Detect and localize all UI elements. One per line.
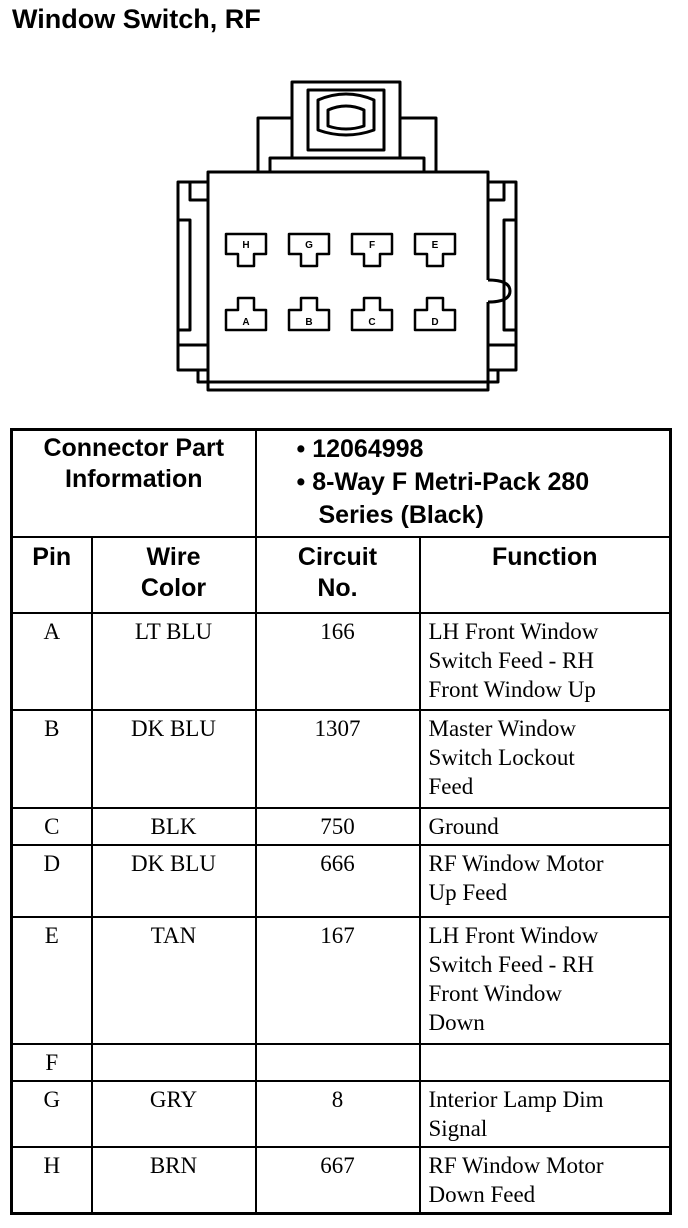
wire-color-cell: DK BLU <box>92 845 256 917</box>
pin-cell: H <box>12 1147 92 1213</box>
pin-rows <box>12 613 671 1213</box>
connector-type: • 8-Way F Metri-Pack 280 <box>296 468 590 496</box>
header-circuit-line1: Circuit <box>297 543 378 571</box>
function-line: Switch Lockout <box>428 745 575 770</box>
function-line: Master Window <box>428 716 576 741</box>
function-cell <box>420 613 671 710</box>
function-line: Switch Feed - RH <box>428 648 594 673</box>
header-circuit-line2: No. <box>317 574 358 602</box>
function-cell <box>420 1081 671 1147</box>
header-wire-line1: Wire <box>146 543 201 571</box>
header-pin-label: Pin <box>32 543 72 571</box>
wire-color-cell <box>92 1044 256 1081</box>
function-line: Ground <box>428 814 499 839</box>
table-row <box>12 917 671 1044</box>
column-header-row <box>12 537 671 613</box>
pin-label-b: B <box>305 317 313 328</box>
wire-color-cell: BRN <box>92 1147 256 1213</box>
part-info-label-line2: Information <box>65 465 203 493</box>
function-cell <box>420 845 671 917</box>
function-line: Front Window Up <box>428 677 596 702</box>
function-line: RF Window Motor <box>428 851 604 876</box>
function-cell <box>420 1044 671 1081</box>
table-row <box>12 1147 671 1213</box>
function-line: Signal <box>428 1116 488 1141</box>
function-line: RF Window Motor <box>428 1153 604 1178</box>
wire-color-cell: LT BLU <box>92 613 256 710</box>
function-cell <box>420 1147 671 1213</box>
function-cell <box>420 917 671 1044</box>
pin-label-h: H <box>242 240 250 251</box>
table-row <box>12 1081 671 1147</box>
pin-label-e: E <box>431 240 439 251</box>
function-line: Interior Lamp Dim <box>428 1087 604 1112</box>
header-wire-line2: Color <box>140 574 207 602</box>
pin-cell: D <box>12 845 92 917</box>
page-title: Window Switch, RF <box>12 4 261 34</box>
circuit-number-cell: 666 <box>256 845 420 917</box>
function-cell <box>420 710 671 808</box>
pin-cell: F <box>12 1044 92 1081</box>
function-line: Down Feed <box>428 1182 536 1207</box>
pin-cell: C <box>12 808 92 845</box>
pin-label-a: A <box>242 317 250 328</box>
header-function-label: Function <box>491 543 598 571</box>
function-line: Down <box>428 1010 485 1035</box>
pin-label-f: F <box>368 240 376 251</box>
wire-color-cell: TAN <box>92 917 256 1044</box>
circuit-number-cell: 750 <box>256 808 420 845</box>
part-info-row <box>12 430 671 538</box>
pin-cell: E <box>12 917 92 1044</box>
table-row <box>12 845 671 917</box>
circuit-number-cell <box>256 1044 420 1081</box>
wire-color-cell: BLK <box>92 808 256 845</box>
table-row <box>12 613 671 710</box>
pin-cell: A <box>12 613 92 710</box>
pin-cell: B <box>12 710 92 808</box>
pin-label-c: C <box>368 317 376 328</box>
circuit-number-cell: 667 <box>256 1147 420 1213</box>
function-line: LH Front Window <box>428 619 599 644</box>
table-row <box>12 808 671 845</box>
table-row <box>12 1044 671 1081</box>
function-line: Front Window <box>428 981 562 1006</box>
circuit-number-cell: 8 <box>256 1081 420 1147</box>
connector-series: Series (Black) <box>318 501 484 529</box>
part-info-values <box>256 430 671 538</box>
circuit-number-cell: 166 <box>256 613 420 710</box>
connector-face-diagram <box>0 70 688 406</box>
function-line: LH Front Window <box>428 923 599 948</box>
header-function <box>420 537 671 613</box>
table-row <box>12 710 671 808</box>
part-info-label <box>12 430 256 538</box>
header-pin <box>12 537 92 613</box>
circuit-number-cell: 167 <box>256 917 420 1044</box>
pin-cell: G <box>12 1081 92 1147</box>
circuit-number-cell: 1307 <box>256 710 420 808</box>
wire-color-cell: DK BLU <box>92 710 256 808</box>
pin-label-g: G <box>305 240 313 251</box>
part-number: • 12064998 <box>296 435 424 463</box>
header-wire-color <box>92 537 256 613</box>
wire-color-cell: GRY <box>92 1081 256 1147</box>
part-info-label-line1: Connector Part <box>43 434 225 462</box>
pin-label-d: D <box>431 317 439 328</box>
function-line: Switch Feed - RH <box>428 952 594 977</box>
function-line: Feed <box>428 774 474 799</box>
function-cell <box>420 808 671 845</box>
function-line: Up Feed <box>428 880 508 905</box>
header-circuit-no <box>256 537 420 613</box>
connector-info-table <box>10 428 672 1215</box>
